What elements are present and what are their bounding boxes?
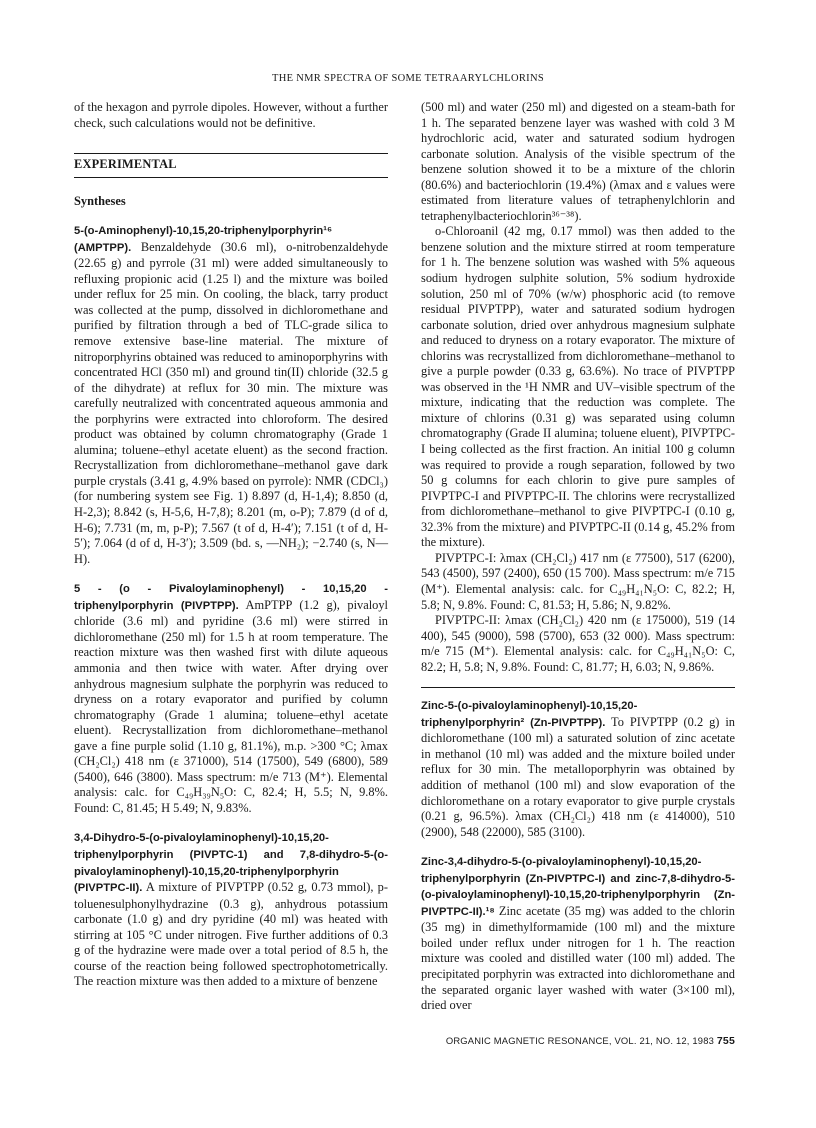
compound-heading: Zinc-5-(o-pivaloylaminophenyl)-10,15,20-triphenylporphyrin² (Zn-PIVPTPP). [421,700,638,729]
paragraph-body: Zinc acetate (35 mg) was added to the chlorin (35 mg) in dimethylformamide (100 ml) and the mixture boiled under reflux under nitrogen for 1 h. The reaction mixture was cooled and distilled water (100 ml) added. The precipitated porphyrin was extracted into dichloromethane and the separated organic layer washed with water (3×100 ml), dried over [421,903,735,1013]
workup-paragraph: (500 ml) and water (250 ml) and digested on a steam-bath for 1 h. The separated benzene layer was washed with cold 3 M hydrochloric acid, water and saturated sodium hydrogen carbonate solution. Analysis of the visible spectrum of the benzene solution showed it to be a mixture of the chlorin (80.6%) and bacteriochlorin (19.4%) (λmax and ε values were estimated from literature values of tetraphenylchlorin and tetraphenylbacteriochlorin³⁶⁻³⁸). [421,100,735,223]
intro-paragraph: of the hexagon and pyrrole dipoles. However, without a further check, such calculations would not be definitive. [74,100,388,130]
oxidation-paragraph: o-Chloroanil (42 mg, 0.17 mmol) was then added to the benzene solution and the mixture stirred at room temperature for 1 h. The benzene solution was washed with 5% aqueous sodium hydrogen sulphite solution, 5% sodium hydroxide solution, 250 ml of 70% (w/w) phosphoric acid (to remove residual PIVPTPP), water and saturated sodium hydrogen carbonate solution, dried over anhydrous magnesium sulphate and reduced to dryness on a rotary evaporator. The mixture of chlorins was recrystallized from dichloromethane–methanol to give a purple powder (0.33 g, 63.6%). No trace of PIVPTPP was observed in the ¹H NMR and UV–visible spectrum of the mixture, indicating that the reduction was complete. The mixture of chlorins (0.31 g) was separated using column chromatography (Grade II alumina; toluene eluent), PIVPTPC-I being collected as the first fraction. An initial 100 g column was required to provide a rough separation, followed by two 50 g columns for each chlorin to give pure samples of PIVPTPC-I and PIVPTPC-II. The chlorins were recrystallized from dichloromethane–methanol to give PIVPTPC-I (0.10 g, 32.3% from the mixture) and PIVPTPC-II (0.14 g, 45.2% from the mixture). [421,224,735,550]
compound-heading: Zinc-3,4-dihydro-5-(o-pivaloylaminophenyl)-10,15,20-triphenylporphyrin (Zn-PIVPTPC-I) and zinc-7,8-dihydro-5-(o-pivaloylaminophenyl)-10,15,20-triphenylporphyrin (Zn-PIVPTPC-II).¹⁸ [421,856,735,918]
section-title: EXPERIMENTAL [74,157,177,172]
paragraph-body: Benzaldehyde (30.6 ml), o-nitrobenzaldehyde (22.65 g) and pyrrole (31 ml) were added simultaneously to refluxing propionic acid (1.25 l) and the mixture was boiled under reflux for 25 min. On cooling, the black, tarry product was collected at the pump, dissolved in dichloromethane and purified by filtration through a bed of TLC-grade silica to remove extensive base-line material. The mixture of nitroporphyrins obtained was reduced to aminoporphyrins with concentrated HCl (350 ml) and ground tin(II) chloride (32.5 g of the dihydrate) at reflux for 30 min. The mixture was carefully neutralized with concentrated aqueous ammonia and the porphyrins were extracted into chloroform. The desired product was obtained by column chromatography (Grade 1 alumina; toluene–ethyl acetate eluent) as the second fraction. Recrystallization from dichloromethane–methanol gave dark purple crystals (3.41 g, 4.9% based on pyrrole): NMR (CDCl₃) (for numbering system see Fig. 1) 8.897 (d, H-1,4); 8.850 (d, H-2,3); 8.842 (s, H-5,6, H-7,8); 8.201 (m, o-P); 7.879 (d of d, H-6); 7.731 (m, m, p-P); 7.567 (t of d, H-4′); 7.151 (t of d, H-5′); 7.064 (d of d, H-3′); 3.509 (bd. s, —NH₂); −2.740 (s, N—H). [74,239,388,566]
divider [421,687,735,688]
synthesis-pivptpp [74,581,388,816]
paragraph-body: AmPTPP (1.2 g), pivaloyl chloride (3.6 ml) and pyridine (3.6 ml) were stirred in dichloromethane (250 ml) for 1.5 h at room temperature. The reaction mixture was then washed first with dilute aqueous ammonia and then twice with water. After drying over anhydrous magnesium sulphate the porphyrin was reduced to dryness on a rotary evaporator and purified by column chromatography (Grade 1 alumina; toluene–ethyl acetate eluent). Recrystallization from dichloromethane–methanol gave a fine purple solid (1.10 g, 81.1%), m.p. >300 °C; λmax (CH₂Cl₂) 418 nm (ε 371000), 514 (17500), 549 (6800), 589 (5400), 646 (3800). Mass spectrum: m/e 713 (M⁺). Elemental analysis: calc. for C₄₉H₃₉N₅O: C, 82.4; H, 5.5; N, 9.8%. Found: C, 81.45; H 5.49; N, 9.83%. [74,597,388,815]
section-rule-top [74,153,388,154]
paragraph-body: A mixture of PIVPTPP (0.52 g, 0.73 mmol), p-toluenesulphonylhydrazine (0.3 g), anhydrous potassium carbonate (1.0 g) and dry pyridine (40 ml) was heated with stirring at 105 °C under nitrogen. Five further additions of 0.3 g of the hydrazine were made over a total period of 8.5 h, the course of the reaction being followed spectrophotometrically. The reaction mixture was then added to a mixture of benzene [74,880,388,989]
synthesis-amptpp [74,223,388,567]
right-column [421,100,735,1014]
synthesis-zn-pivptpc [421,854,735,1013]
running-head: THE NMR SPECTRA OF SOME TETRAARYLCHLORINS [271,73,544,84]
paragraph-body: To PIVPTPP (0.2 g) in dichloromethane (100 ml) a saturated solution of zinc acetate in methanol (10 ml) was added and the mixture boiled under reflux for 30 min. The metalloporphyrin was obtained by addition of methanol (100 ml) and slow evaporation of the dichloromethane on a rotary evaporator to give purple crystals (0.21 g, 96.5%). λmax (CH₂Cl₂) 418 nm (ε 414000), 510 (2900), 548 (22000), 585 (3100). [421,714,735,839]
pivptpc-i-data: PIVPTPC-I: λmax (CH₂Cl₂) 417 nm (ε 77500), 517 (6200), 543 (4500), 597 (2400), 650 (15 700). Mass spectrum: m/e 715 (M⁺). Elemental analysis: calc. for C₄₉H₄₁N₅O: C, 82.2; H, 5.8; N, 9.8%. Found: C, 81.53; H, 5.86; N, 9.82%. [421,550,735,612]
pivptpc-ii-data: PIVPTPC-II: λmax (CH₂Cl₂) 420 nm (ε 175000), 519 (14 400), 545 (9000), 598 (5700), 653 (32 000). Mass spectrum: m/e 715 (M⁺). Elemental analysis: calc. for C₄₉H₄₁N₅O: C, 82.2; H, 5.8; N, 9.8%. Found: C, 81.77; H, 6.03; N, 9.86%. [421,613,735,674]
compound-heading: 5-(o-Aminophenyl)-10,15,20-triphenylporphyrin¹⁶ (AMPTPP). [74,225,333,254]
compound-heading: 3,4-Dihydro-5-(o-pivaloylaminophenyl)-10,15,20-triphenylporphyrin (PIVPTC-1) and 7,8-dihydro-5-(o-pivaloylaminophenyl)-10,15,20-triphenylporphyrin (PIVPTPC-II). [74,832,388,895]
left-column [74,100,388,990]
page-number: 755 [716,1035,735,1047]
compound-heading: 5 - (o - Pivaloylaminophenyl) - 10,15,20 - triphenylporphyrin (PIVPTPP). [74,583,388,612]
journal-citation: ORGANIC MAGNETIC RESONANCE, VOL. 21, NO. 12, 1983 [445,1035,715,1046]
page-footer [421,1035,735,1047]
section-rule-bottom [74,177,388,178]
subsection-title: Syntheses [74,193,126,208]
synthesis-pivptpc [74,830,388,989]
synthesis-zn-pivptpp [421,698,735,840]
